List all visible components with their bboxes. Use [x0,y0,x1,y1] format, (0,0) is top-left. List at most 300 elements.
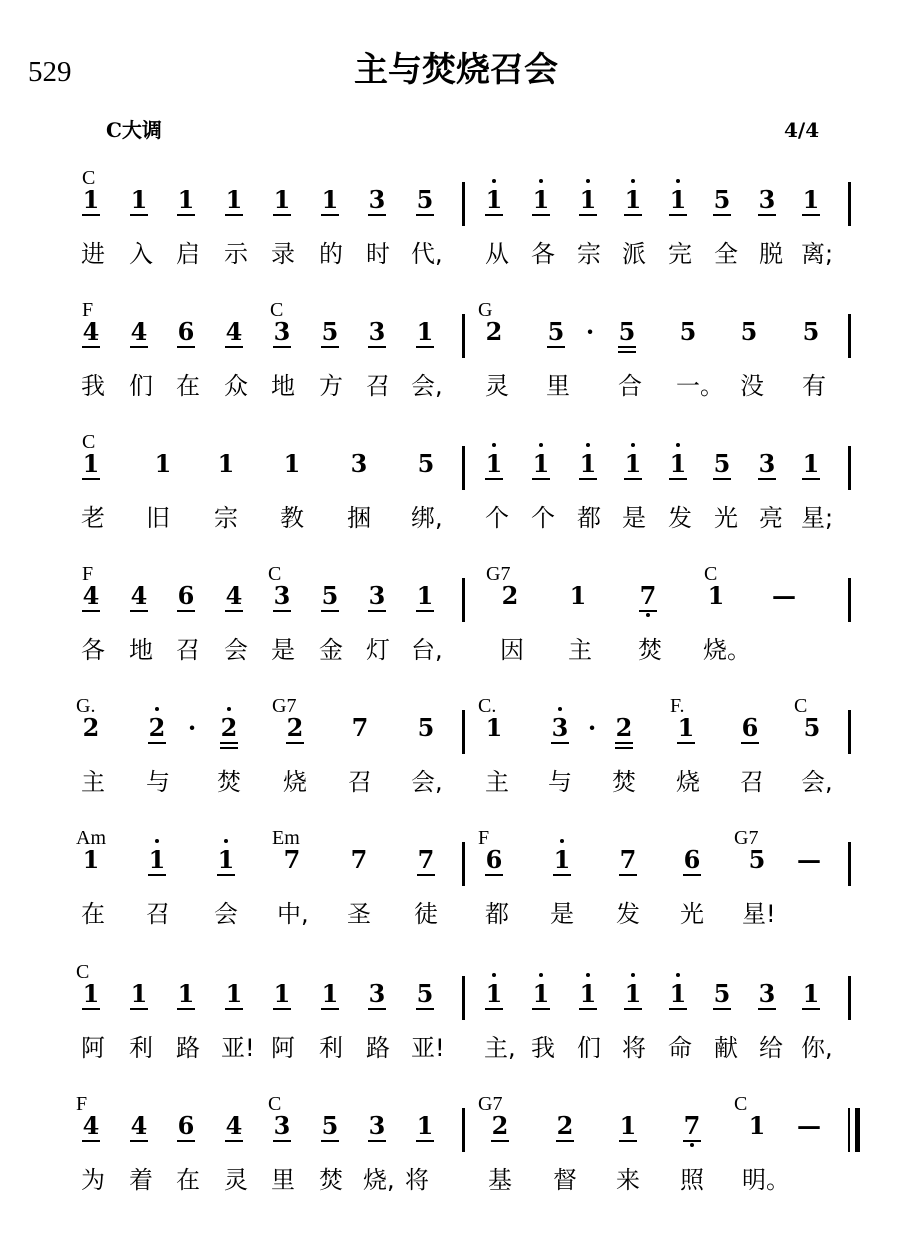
note: 6 [177,317,195,346]
lyric-syllable: 来 [616,1166,640,1194]
note: 1 [532,449,550,478]
lyric-syllable: 焚 [217,768,241,796]
note: 1 [217,449,235,478]
note: 1 [579,979,597,1008]
beat-underline [618,346,636,348]
beat-underline [416,610,434,612]
high-octave-dot [227,707,231,711]
note: 1 [82,449,100,478]
note: 5 [417,449,435,478]
note: 1 [416,1111,434,1140]
barline [462,1108,465,1152]
note: 2 [491,1111,509,1140]
high-octave-dot [676,443,680,447]
note: 5 [547,317,565,346]
note: 1 [485,979,503,1008]
beat-underline [273,214,291,216]
beat-underline [177,1140,195,1142]
barline [462,182,465,226]
note: 1 [283,449,301,478]
sustain-dash: — [772,581,796,610]
high-octave-dot [586,443,590,447]
lyric-syllable: 派 [622,240,646,268]
beat-underline [148,874,166,876]
lyric-syllable: 烧。 [703,636,751,664]
note: 3 [273,1111,291,1140]
chord-symbol: C. [478,695,497,717]
note: 1 [532,979,550,1008]
note: 1 [532,185,550,214]
lyric-syllable: 焚 [319,1166,343,1194]
note: 5 [802,317,820,346]
beat-underline [82,1008,100,1010]
note: 3 [368,581,386,610]
note: 5 [803,713,821,742]
lyric-syllable: 阿 [271,1034,295,1062]
chord-symbol: F [82,563,94,585]
lyric-syllable: 离; [801,240,834,268]
lyric-syllable: 代, [411,240,443,268]
note: 5 [713,449,731,478]
beat-underline [615,742,633,744]
note: 1 [485,185,503,214]
note: 1 [225,185,243,214]
high-octave-dot [676,179,680,183]
beat-underline [321,346,339,348]
lyric-syllable: 宗 [214,504,238,532]
beat-underline [683,1140,701,1142]
low-octave-dot [690,1143,694,1147]
beat-underline [82,478,100,480]
barline [848,710,851,754]
beat-underline [273,1140,291,1142]
lyric-syllable: 与 [146,768,170,796]
note: 5 [416,979,434,1008]
beat-underline [416,1008,434,1010]
beat-underline [220,742,238,744]
beat-underline [225,610,243,612]
note: 7 [683,1111,701,1140]
lyric-syllable: 从 [485,240,509,268]
note: 5 [321,1111,339,1140]
note: 7 [283,845,301,874]
beat-underline [368,346,386,348]
time-signature: 4/4 [784,118,820,142]
high-octave-dot [492,443,496,447]
lyric-syllable: 一。 [676,372,724,400]
lyric-syllable: 主, [484,1034,516,1062]
beat-underline [532,214,550,216]
final-barline [848,1108,850,1152]
note: 1 [485,449,503,478]
note: 4 [82,1111,100,1140]
beat-underline [485,214,503,216]
sustain-dash: — [797,845,821,874]
lyric-syllable: 是 [550,900,574,928]
note: 6 [485,845,503,874]
low-octave-dot [646,613,650,617]
note: 3 [368,979,386,1008]
note: 1 [669,979,687,1008]
chord-symbol: F [478,827,490,849]
beat-underline [553,874,571,876]
note: 4 [130,1111,148,1140]
high-octave-dot [539,179,543,183]
lyric-syllable: 里 [271,1166,295,1194]
lyric-syllable: 烧 [283,768,307,796]
beat-underline [551,742,569,744]
note: 6 [177,1111,195,1140]
note: 1 [707,581,725,610]
note: 2 [615,713,633,742]
chord-symbol: F [82,299,94,321]
lyric-syllable: 亚! [411,1034,445,1062]
lyric-syllable: 在 [81,900,105,928]
lyric-syllable: 灵 [485,372,509,400]
lyric-syllable: 焚 [638,636,662,664]
lyric-syllable: 灯 [366,636,390,664]
beat-underline [532,1008,550,1010]
beat-underline [82,214,100,216]
beat-underline [758,478,776,480]
note: 4 [82,317,100,346]
high-octave-dot [492,179,496,183]
hymn-title: 主与焚烧召会 [354,50,558,90]
note: 4 [225,317,243,346]
lyric-syllable: 地 [271,372,295,400]
beat-underline [618,351,636,353]
note: 1 [273,185,291,214]
lyric-syllable: 都 [485,900,509,928]
lyric-syllable: 督 [553,1166,577,1194]
dotted-rhythm: · [587,713,597,742]
lyric-syllable: 个 [531,504,555,532]
beat-underline [130,1008,148,1010]
dotted-rhythm: · [585,317,595,346]
beat-underline [741,742,759,744]
beat-underline [713,478,731,480]
key-signature: C大调 [106,118,162,142]
high-octave-dot [586,179,590,183]
note: 1 [569,581,587,610]
chord-symbol: C [794,695,808,717]
barline [848,446,851,490]
note: 5 [748,845,766,874]
note: 4 [225,1111,243,1140]
note: 2 [148,713,166,742]
beat-underline [683,874,701,876]
note: 5 [321,581,339,610]
lyric-syllable: 都 [577,504,601,532]
chord-symbol: C [270,299,284,321]
beat-underline [177,346,195,348]
lyric-syllable: 地 [129,636,153,664]
beat-underline [273,346,291,348]
lyric-syllable: 个 [485,504,509,532]
note: 2 [82,713,100,742]
beat-underline [579,478,597,480]
note: 2 [220,713,238,742]
beat-underline [368,214,386,216]
lyric-syllable: 是 [622,504,646,532]
high-octave-dot [560,839,564,843]
note: 7 [350,845,368,874]
lyric-syllable: 你, [801,1034,833,1062]
beat-underline [273,610,291,612]
note: 2 [556,1111,574,1140]
beat-underline [177,1008,195,1010]
lyric-syllable: 星; [801,504,834,532]
note: 3 [273,317,291,346]
note: 1 [82,185,100,214]
chord-symbol: F. [670,695,685,717]
note: 1 [619,1111,637,1140]
beat-underline [485,478,503,480]
barline [848,976,851,1020]
lyric-syllable: 亚! [221,1034,255,1062]
note: 1 [177,185,195,214]
high-octave-dot [558,707,562,711]
lyric-syllable: 焚 [612,768,636,796]
beat-underline [177,610,195,612]
lyric-syllable: 旧 [146,504,170,532]
lyric-syllable: 因 [500,636,524,664]
note: 1 [669,449,687,478]
lyric-syllable: 众 [224,372,248,400]
lyric-syllable: 捆 [347,504,371,532]
note: 3 [368,317,386,346]
note: 1 [579,449,597,478]
beat-underline [321,214,339,216]
beat-underline [624,1008,642,1010]
note: 6 [741,713,759,742]
lyric-syllable: 是 [271,636,295,664]
lyric-syllable: 明。 [742,1166,790,1194]
high-octave-dot [631,443,635,447]
lyric-syllable: 会, [411,768,443,796]
hymn-number: 529 [28,56,72,88]
chord-symbol: G [478,299,493,321]
lyric-syllable: 路 [176,1034,200,1062]
chord-symbol: G7 [486,563,511,585]
lyric-syllable: 完 [668,240,692,268]
beat-underline [802,1008,820,1010]
lyric-syllable: 会 [224,636,248,664]
beat-underline [619,874,637,876]
high-octave-dot [224,839,228,843]
chord-symbol: G7 [272,695,297,717]
lyric-syllable: 召 [176,636,200,664]
high-octave-dot [631,179,635,183]
note: 5 [713,979,731,1008]
lyric-syllable: 亮 [759,504,783,532]
note: 1 [321,185,339,214]
lyric-syllable: 烧, [363,1166,395,1194]
high-octave-dot [539,443,543,447]
note: 4 [130,581,148,610]
chord-symbol: C [704,563,718,585]
lyric-syllable: 们 [577,1034,601,1062]
note: 4 [225,581,243,610]
high-octave-dot [155,839,159,843]
lyric-syllable: 会, [801,768,833,796]
beat-underline [225,1140,243,1142]
beat-underline [416,1140,434,1142]
lyric-syllable: 我 [81,372,105,400]
chord-symbol: Am [76,827,106,849]
note: 5 [417,713,435,742]
beat-underline [416,214,434,216]
beat-underline [417,874,435,876]
note: 2 [286,713,304,742]
beat-underline [615,747,633,749]
beat-underline [758,1008,776,1010]
lyric-syllable: 绑, [411,504,443,532]
lyric-syllable: 发 [616,900,640,928]
note: 7 [619,845,637,874]
beat-underline [82,1140,100,1142]
note: 1 [148,845,166,874]
note: 1 [154,449,172,478]
lyric-syllable: 方 [319,372,343,400]
lyric-syllable: 召 [740,768,764,796]
final-barline [855,1108,860,1152]
note: 7 [639,581,657,610]
high-octave-dot [492,973,496,977]
beat-underline [177,214,195,216]
high-octave-dot [586,973,590,977]
lyric-syllable: 在 [176,372,200,400]
beat-underline [130,1140,148,1142]
lyric-syllable: 烧 [676,768,700,796]
beat-underline [130,214,148,216]
lyric-syllable: 脱 [759,240,783,268]
beat-underline [802,478,820,480]
lyric-syllable: 时 [366,240,390,268]
note: 1 [677,713,695,742]
beat-underline [669,1008,687,1010]
lyric-syllable: 没 [740,372,764,400]
lyric-syllable: 命 [668,1034,692,1062]
lyric-syllable: 录 [271,240,295,268]
beat-underline [321,1140,339,1142]
beat-underline [669,214,687,216]
lyric-syllable: 示 [224,240,248,268]
lyric-syllable: 台, [411,636,443,664]
beat-underline [713,1008,731,1010]
note: 4 [82,581,100,610]
beat-underline [368,1008,386,1010]
note: 1 [624,185,642,214]
note: 7 [417,845,435,874]
beat-underline [321,610,339,612]
beat-underline [130,610,148,612]
barline [848,842,851,886]
lyric-syllable: 给 [759,1034,783,1062]
note: 1 [579,185,597,214]
note: 4 [130,317,148,346]
chord-symbol: C [76,961,90,983]
high-octave-dot [676,973,680,977]
beat-underline [758,214,776,216]
beat-underline [491,1140,509,1142]
beat-underline [225,346,243,348]
note: 5 [679,317,697,346]
lyric-syllable: 主 [485,768,509,796]
beat-underline [321,1008,339,1010]
lyric-syllable: 教 [280,504,304,532]
beat-underline [579,1008,597,1010]
beat-underline [148,742,166,744]
note: 1 [82,979,100,1008]
chord-symbol: G. [76,695,96,717]
lyric-syllable: 各 [531,240,555,268]
beat-underline [485,874,503,876]
note: 1 [624,449,642,478]
lyric-syllable: 圣 [347,900,371,928]
lyric-syllable: 全 [714,240,738,268]
note: 5 [740,317,758,346]
chord-symbol: C [734,1093,748,1115]
note: 3 [758,979,776,1008]
lyric-syllable: 主 [568,636,592,664]
lyric-syllable: 中, [277,900,309,928]
barline [848,314,851,358]
lyric-syllable: 召 [366,372,390,400]
barline [462,446,465,490]
beat-underline [217,874,235,876]
beat-underline [225,214,243,216]
note: 1 [273,979,291,1008]
lyric-syllable: 照 [680,1166,704,1194]
note: 1 [802,185,820,214]
lyric-syllable: 着 [129,1166,153,1194]
beat-underline [579,214,597,216]
lyric-syllable: 的 [319,240,343,268]
lyric-syllable: 我 [531,1034,555,1062]
beat-underline [220,747,238,749]
chord-symbol: Em [272,827,300,849]
barline [462,710,465,754]
lyric-syllable: 有 [802,372,826,400]
chord-symbol: C [82,431,96,453]
lyric-syllable: 入 [129,240,153,268]
barline [462,842,465,886]
beat-underline [130,346,148,348]
lyric-syllable: 进 [81,240,105,268]
beat-underline [619,1140,637,1142]
note: 3 [368,185,386,214]
high-octave-dot [155,707,159,711]
chord-symbol: G7 [478,1093,503,1115]
note: 7 [351,713,369,742]
dotted-rhythm: · [187,713,197,742]
lyric-syllable: 各 [81,636,105,664]
note: 1 [669,185,687,214]
beat-underline [624,478,642,480]
note: 5 [321,317,339,346]
note: 2 [485,317,503,346]
beat-underline [532,478,550,480]
lyric-syllable: 会 [214,900,238,928]
lyric-syllable: 与 [548,768,572,796]
lyric-syllable: 发 [668,504,692,532]
note: 1 [416,581,434,610]
beat-underline [416,346,434,348]
note: 1 [416,317,434,346]
beat-underline [802,214,820,216]
lyric-syllable: 召 [348,768,372,796]
